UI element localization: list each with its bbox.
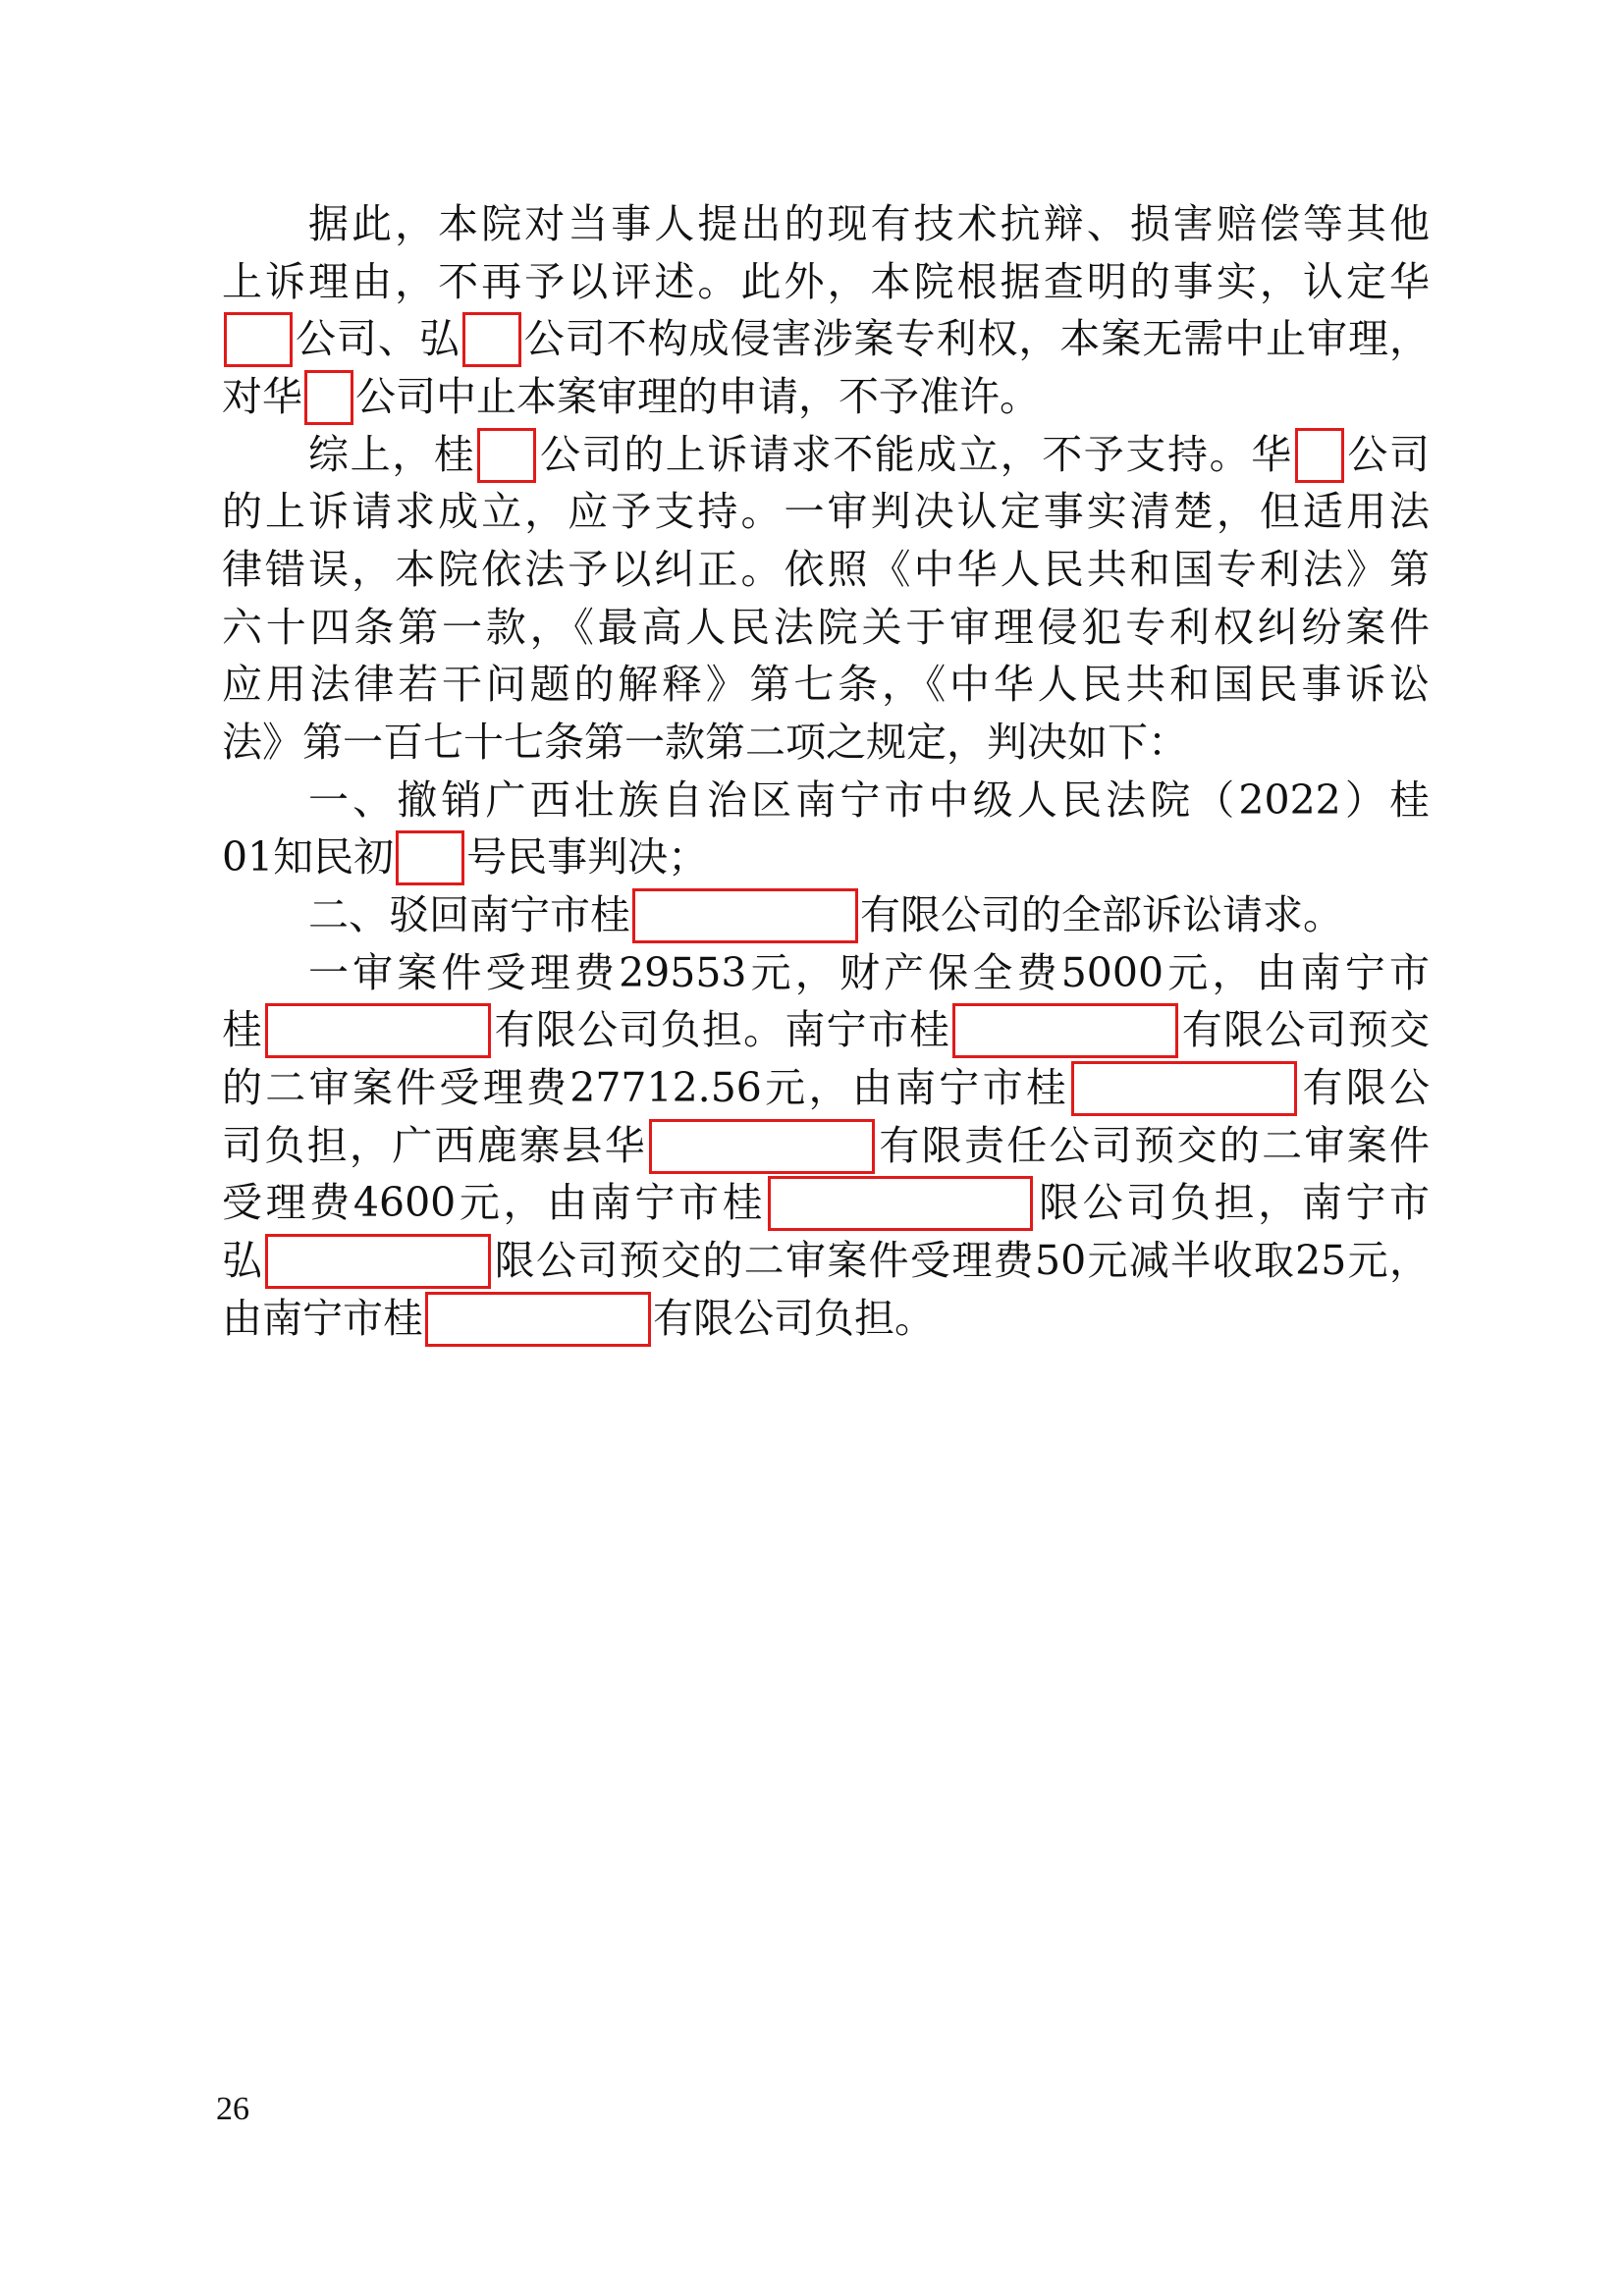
judgment-item-1-line-2: 01知民初 号民事判决； (222, 814, 1430, 900)
redaction-box (425, 1292, 651, 1347)
fee-paragraph-line-1: 一审案件受理费29553元，财产保全费5000元，由南宁市 (308, 949, 1430, 996)
paragraph-line-9: 应用法律若干问题的解释》第七条，《中华人民共和国民事诉讼 (222, 661, 1430, 708)
paragraph-line-7: 律错误，本院依法予以纠正。依照《中华人民共和国专利法》第 (222, 546, 1430, 593)
paragraph-line-6: 的上诉请求成立，应予支持。一审判决认定事实清楚，但适用法 (222, 488, 1430, 535)
paragraph-line-3: 公司、弘 公司不构成侵害涉案专利权，本案无需中止审理， (222, 295, 1430, 382)
fee-paragraph-line-6: 弘 限公司预交的二审案件受理费50元减半收取25元， (222, 1217, 1430, 1304)
fee-paragraph-line-3: 的二审案件受理费27712.56元，由南宁市桂 有限公 (222, 1044, 1430, 1131)
paragraph-line-10: 法》第一百七十七条第一款第二项之规定，判决如下： (222, 719, 1188, 766)
paragraph-line-8: 六十四条第一款，《最高人民法院关于审理侵犯专利权纠纷案件 (222, 604, 1430, 651)
paragraph-line-1: 据此，本院对当事人提出的现有技术抗辩、损害赔偿等其他 (308, 200, 1430, 247)
paragraph-line-2: 上诉理由，不再予以评述。此外，本院根据查明的事实，认定华 (222, 258, 1430, 305)
judgment-item-2: 二、驳回南宁市桂 有限公司的全部诉讼请求。 (308, 872, 1430, 958)
judgment-item-1-line-1: 一、撤销广西壮族自治区南宁市中级人民法院（2022）桂 (308, 776, 1430, 824)
paragraph-line-5: 综上，桂 公司的上诉请求不能成立，不予支持。华 公司 (308, 411, 1430, 498)
fee-paragraph-line-5: 受理费4600元，由南宁市桂 限公司负担，南宁市 (222, 1159, 1430, 1246)
page-number: 26 (216, 2091, 249, 2127)
fee-paragraph-line-4: 司负担，广西鹿寨县华 有限责任公司预交的二审案件 (222, 1102, 1430, 1189)
paragraph-line-4: 对华 公司中止本案审理的申请，不予准许。 (222, 353, 1430, 440)
fee-paragraph-line-7: 由南宁市桂 有限公司负担。 (222, 1275, 1430, 1362)
fee-paragraph-line-2: 桂 有限公司负担。南宁市桂 有限公司预交 (222, 987, 1430, 1073)
